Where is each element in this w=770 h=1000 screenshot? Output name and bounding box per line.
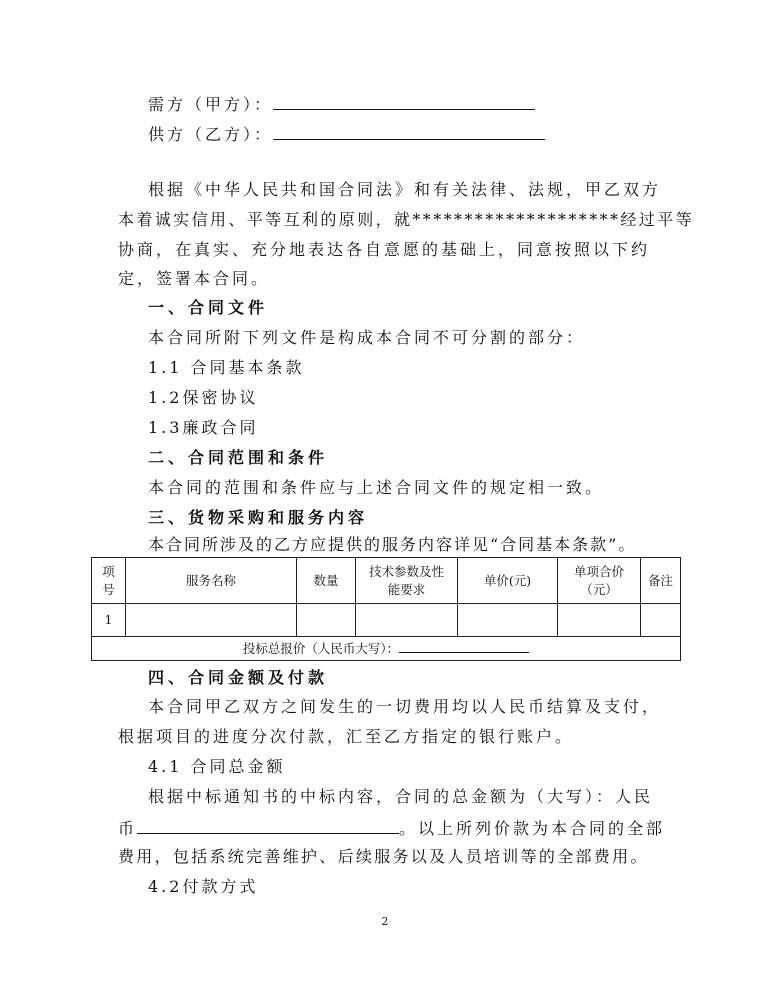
section-3-title: 三、货物采购和服务内容 (148, 508, 369, 527)
buyer-label: 需方（甲方）： (148, 95, 274, 114)
total-cell (92, 637, 681, 661)
cell: 1 (92, 604, 126, 637)
table-row (92, 604, 681, 637)
section-2-title: 二、合同范围和条件 (148, 448, 329, 467)
intro-line: 根据《中华人民共和国合同法》和有关法律、法规，甲乙双方 (148, 180, 662, 199)
cell (458, 604, 558, 637)
intro-line: 定，签署本合同。 (118, 269, 271, 288)
sub-4-2-title: 4.2付款方式 (148, 877, 259, 896)
supplier-label: 供方（乙方）： (148, 125, 274, 144)
total-label: 投标总报价（人民币大写）： (242, 640, 400, 656)
supplier-blank (273, 123, 545, 140)
header-cell: 项号 (92, 558, 126, 604)
section-4-text: 本合同甲乙双方之间发生的一切费用均以人民币结算及支付， (148, 697, 662, 716)
supplier-line (148, 123, 545, 145)
header-cell: 单价(元) (458, 558, 558, 604)
section-4-title: 四、合同金额及付款 (148, 668, 329, 687)
sub-4-1-text-cont: 。以上所列价款为本合同的全部 (399, 819, 666, 838)
cell (126, 604, 297, 637)
total-row (92, 637, 681, 661)
header-cell: 服务名称 (126, 558, 297, 604)
doc-item: 1.1 合同基本条款 (148, 358, 305, 377)
section-4-text: 根据项目的进度分次付款，汇至乙方指定的银行账户。 (118, 727, 575, 746)
section-1-text: 本合同所附下列文件是构成本合同不可分割的部分： (148, 328, 586, 347)
intro-line: 协商，在真实、充分地表达各自意愿的基础上，同意按照以下约 (118, 240, 651, 259)
sub-4-1-title: 4.1 合同总金额 (148, 757, 286, 776)
header-cell: 数量 (297, 558, 356, 604)
buyer-line (148, 93, 535, 115)
cell (558, 604, 641, 637)
cell (297, 604, 356, 637)
section-1-title: 一、合同文件 (148, 298, 269, 317)
doc-item: 1.3廉政合同 (148, 418, 259, 437)
header-cell: 技术参数及性能要求 (356, 558, 458, 604)
header-cell: 备注 (641, 558, 681, 604)
intro-line: 本着诚实信用、平等互利的原则，就********************经过平等 (118, 210, 695, 229)
total-blank (399, 640, 529, 653)
currency-label: 币 (118, 819, 138, 838)
cell (356, 604, 458, 637)
page-number: 2 (381, 915, 389, 928)
service-table (91, 557, 681, 661)
section-3-text: 本合同所涉及的乙方应提供的服务内容详见“合同基本条款”。 (148, 535, 637, 554)
sub-4-1-text (118, 817, 665, 839)
header-cell: 单项合价（元） (558, 558, 641, 604)
sub-4-1-text: 根据中标通知书的中标内容，合同的总金额为（大写）：人民 (148, 787, 654, 806)
sub-4-1-text: 费用，包括系统完善维护、后续服务以及人员培训等的全部费用。 (118, 847, 649, 866)
buyer-blank (273, 93, 535, 110)
cell (641, 604, 681, 637)
section-2-text: 本合同的范围和条件应与上述合同文件的规定相一致。 (148, 478, 605, 497)
amount-blank (137, 817, 399, 834)
table-header-row (92, 558, 681, 604)
doc-item: 1.2保密协议 (148, 388, 259, 407)
